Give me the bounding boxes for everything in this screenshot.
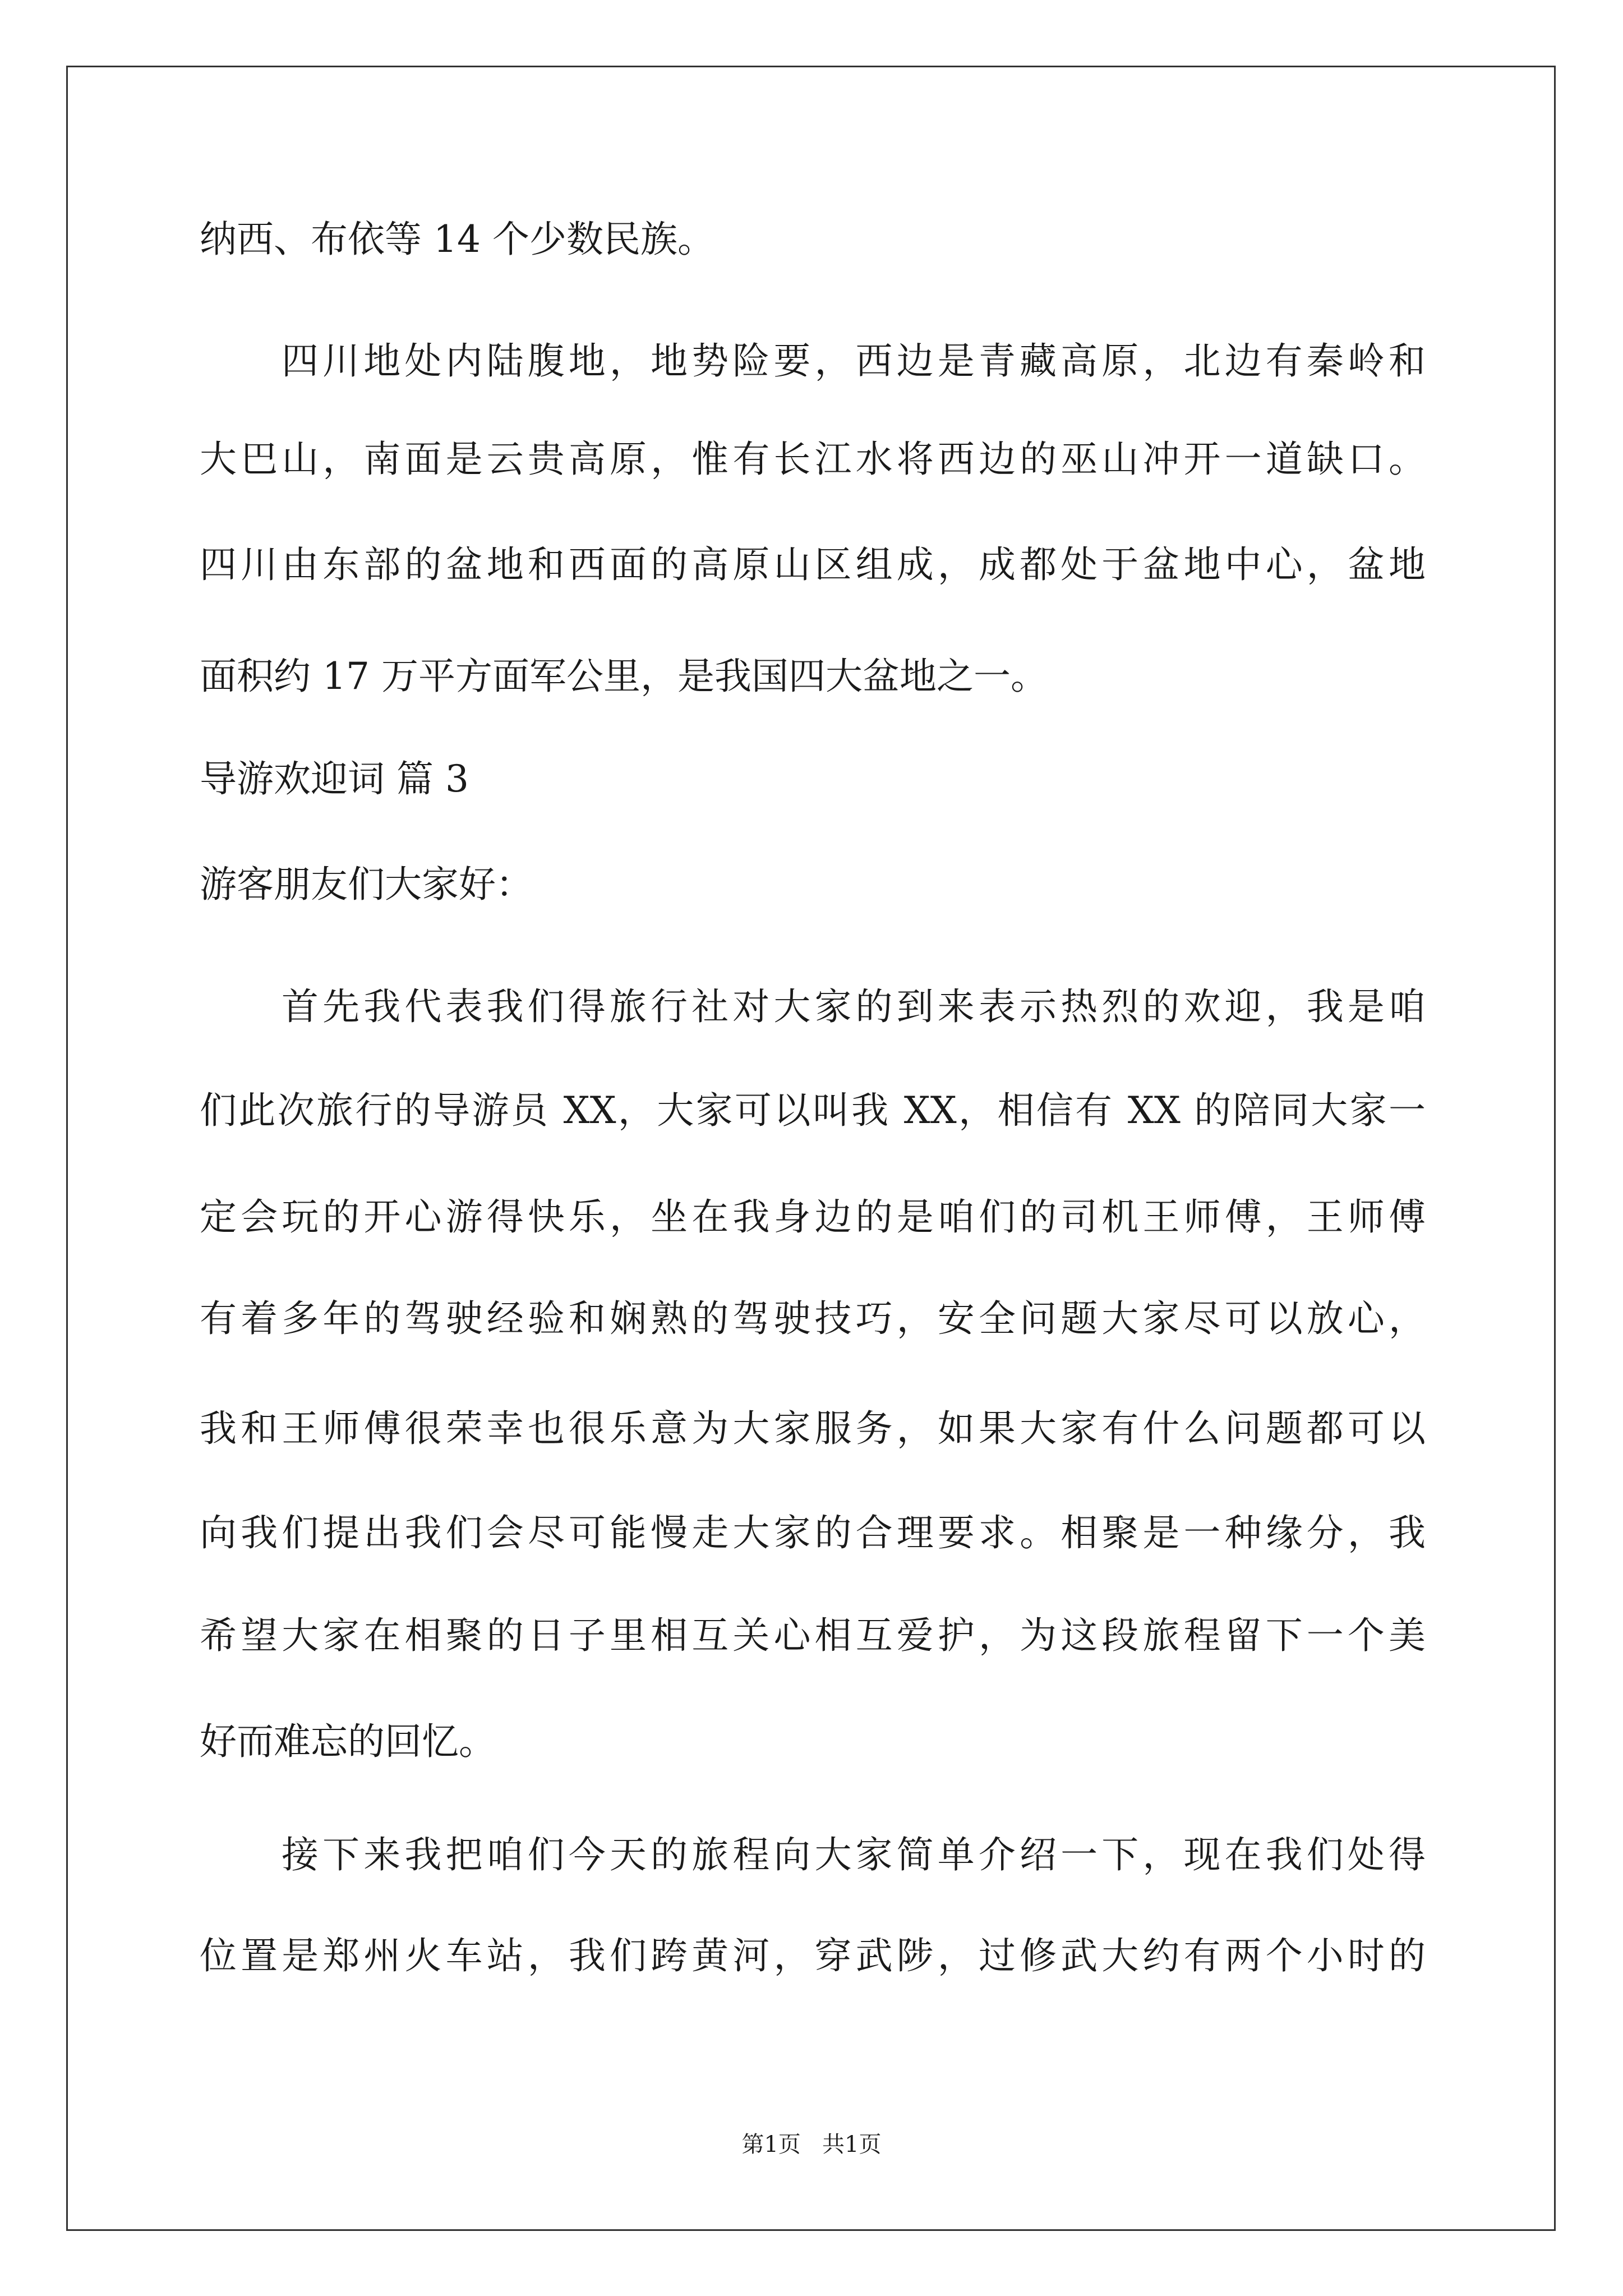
paragraph-sichuan-line-4: 面积约 17 万平方面军公里，是我国四大盆地之一。 <box>200 655 1048 698</box>
paragraph-sichuan-line-1: 四川地处内陆腹地，地势险要，西边是青藏高原，北边有秦岭和 <box>282 339 1426 383</box>
paragraph-welcome-line-5: 我和王师傅很荣幸也很乐意为大家服务，如果大家有什么问题都可以 <box>200 1407 1426 1450</box>
text-line-1: 纳西、布依等 14 个少数民族。 <box>200 218 714 261</box>
page-border <box>66 66 1556 2231</box>
page-footer: 第1页 共1页 <box>741 2132 882 2157</box>
section-heading: 导游欢迎词 篇 3 <box>200 757 469 800</box>
paragraph-sichuan-line-2: 大巴山，南面是云贵高原，惟有长江水将西边的巫山冲开一道缺口。 <box>200 438 1426 481</box>
paragraph-sichuan-line-3: 四川由东部的盆地和西面的高原山区组成，成都处于盆地中心，盆地 <box>200 543 1426 586</box>
paragraph-welcome-line-1: 首先我代表我们得旅行社对大家的到来表示热烈的欢迎，我是咱 <box>282 985 1426 1028</box>
paragraph-welcome-line-7: 希望大家在相聚的日子里相互关心相互爱护，为这段旅程留下一个美 <box>200 1614 1426 1657</box>
paragraph-itinerary-line-2: 位置是郑州火车站，我们跨黄河，穿武陟，过修武大约有两个小时的 <box>200 1934 1426 1977</box>
paragraph-welcome-line-4: 有着多年的驾驶经验和娴熟的驾驶技巧，安全问题大家尽可以放心， <box>200 1297 1426 1340</box>
paragraph-itinerary-line-1: 接下来我把咱们今天的旅程向大家简单介绍一下，现在我们处得 <box>282 1833 1426 1876</box>
paragraph-welcome-line-3: 定会玩的开心游得快乐，坐在我身边的是咱们的司机王师傅，王师傅 <box>200 1195 1426 1239</box>
paragraph-welcome-line-8: 好而难忘的回忆。 <box>200 1720 496 1763</box>
greeting-line: 游客朋友们大家好： <box>200 863 533 906</box>
paragraph-welcome-line-6: 向我们提出我们会尽可能慢走大家的合理要求。相聚是一种缘分，我 <box>200 1511 1426 1554</box>
paragraph-welcome-line-2: 们此次旅行的导游员 XX，大家可以叫我 XX，相信有 XX 的陪同大家一 <box>200 1089 1426 1132</box>
